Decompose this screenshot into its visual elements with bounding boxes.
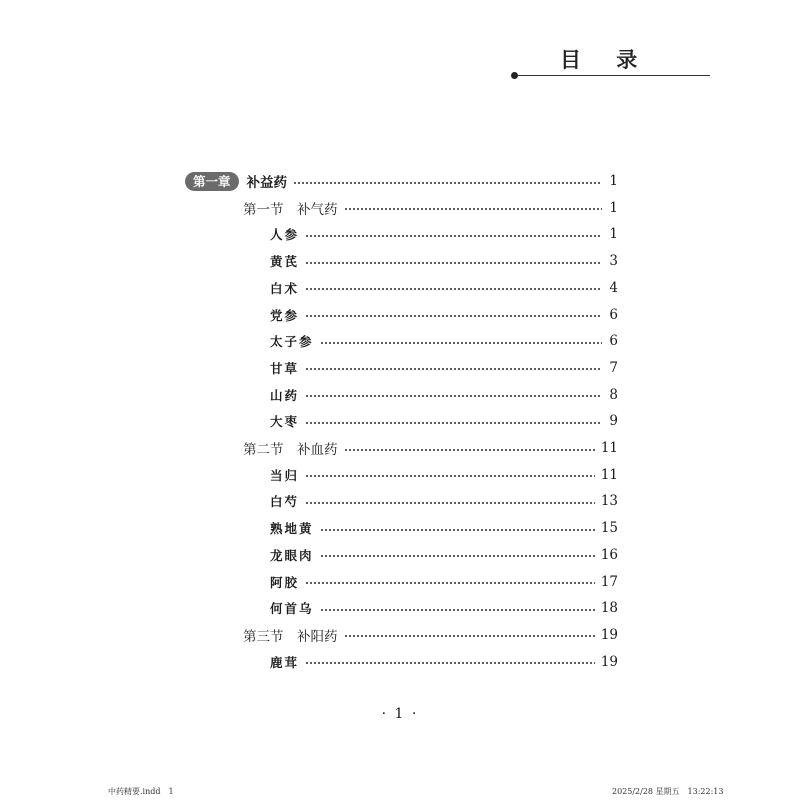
- dot-leader: [344, 208, 603, 210]
- toc-section-row[interactable]: [243, 195, 618, 221]
- dot-leader: [305, 475, 595, 477]
- toc-item-row[interactable]: [270, 595, 618, 621]
- toc-page-number: 16: [600, 546, 618, 563]
- toc-page-number: 8: [609, 386, 618, 403]
- herb-title: 人参: [270, 227, 300, 243]
- herb-title: 大枣: [270, 414, 300, 430]
- dot-leader: [305, 662, 595, 664]
- toc-item-row[interactable]: [270, 569, 618, 595]
- toc-item-row[interactable]: [270, 328, 618, 354]
- dot-leader: [305, 288, 602, 290]
- toc-item-row[interactable]: [270, 382, 618, 408]
- toc-item-row[interactable]: [270, 649, 618, 675]
- toc-item-row[interactable]: [270, 355, 618, 381]
- toc-page-number: 17: [600, 573, 618, 590]
- toc-section-row[interactable]: [243, 435, 618, 461]
- dot-leader: [293, 182, 602, 184]
- dot-leader: [305, 422, 602, 424]
- toc-item-row[interactable]: [270, 515, 618, 541]
- dot-leader: [305, 368, 602, 370]
- toc-page-number: 19: [600, 653, 618, 670]
- toc-page-number: 18: [600, 600, 618, 617]
- chapter-badge: 第一章: [185, 172, 239, 191]
- dot-leader: [305, 315, 602, 317]
- toc-page-number: 6: [609, 306, 618, 323]
- herb-title: 白术: [270, 280, 300, 296]
- toc-page-number: 19: [600, 626, 618, 643]
- chapter-title: 补益药: [246, 175, 288, 191]
- toc-page-number: 7: [609, 359, 618, 376]
- dot-leader: [320, 609, 595, 611]
- toc-item-row[interactable]: [270, 408, 618, 434]
- toc-item-row[interactable]: [270, 248, 618, 274]
- toc-item-row[interactable]: [270, 221, 618, 247]
- toc-page-number: 1: [609, 173, 618, 189]
- dot-leader: [320, 342, 602, 344]
- toc-item-row[interactable]: [270, 542, 618, 568]
- header-bullet-dot: [511, 72, 518, 79]
- footer-timestamp: 2025/2/28 星期五 13:22:13: [612, 787, 724, 796]
- section-title: 第三节 补阳药: [243, 628, 338, 645]
- page-number: · 1 ·: [381, 706, 419, 722]
- toc-page-number: 11: [600, 440, 618, 456]
- dot-leader: [305, 395, 602, 397]
- dot-leader: [320, 555, 595, 557]
- herb-title: 党参: [270, 307, 300, 323]
- toc-item-row[interactable]: [270, 462, 618, 488]
- dot-leader: [320, 529, 595, 531]
- herb-title: 太子参: [270, 334, 314, 350]
- toc-page-number: 11: [600, 466, 618, 483]
- toc-page-number: 9: [609, 413, 618, 430]
- herb-title: 黄芪: [270, 254, 300, 270]
- herb-title: 龙眼肉: [270, 547, 314, 563]
- toc-page-number: 15: [600, 520, 618, 537]
- dot-leader: [344, 449, 595, 451]
- dot-leader: [305, 262, 602, 264]
- herb-title: 甘草: [270, 360, 300, 376]
- dot-leader: [305, 582, 595, 584]
- toc-page-number: 1: [609, 226, 618, 243]
- toc-item-row[interactable]: [270, 302, 618, 328]
- toc-section-row[interactable]: [243, 622, 618, 648]
- toc-page-number: 6: [609, 333, 618, 350]
- toc-item-row[interactable]: [270, 488, 618, 514]
- herb-title: 鹿茸: [270, 654, 300, 670]
- toc-item-row[interactable]: [270, 275, 618, 301]
- herb-title: 白芍: [270, 494, 300, 510]
- footer-file-info: 中药精要.indd 1: [108, 787, 174, 796]
- herb-title: 熟地黄: [270, 521, 314, 537]
- herb-title: 当归: [270, 467, 300, 483]
- herb-title: 何首乌: [270, 601, 314, 617]
- dot-leader: [305, 502, 595, 504]
- section-title: 第一节 补气药: [243, 201, 338, 218]
- herb-title: 山药: [270, 387, 300, 403]
- toc-page-number: 4: [609, 279, 618, 296]
- toc-page-number: 3: [609, 253, 618, 270]
- dot-leader: [344, 635, 595, 637]
- toc-page-number: 1: [609, 199, 618, 216]
- header-rule: [516, 75, 710, 76]
- toc-page-number: 13: [600, 493, 618, 510]
- section-title: 第二节 补血药: [243, 442, 338, 458]
- herb-title: 阿胶: [270, 574, 300, 590]
- toc-chapter-row[interactable]: [185, 168, 618, 194]
- toc-header-title: 目 录: [560, 48, 652, 72]
- dot-leader: [305, 235, 602, 237]
